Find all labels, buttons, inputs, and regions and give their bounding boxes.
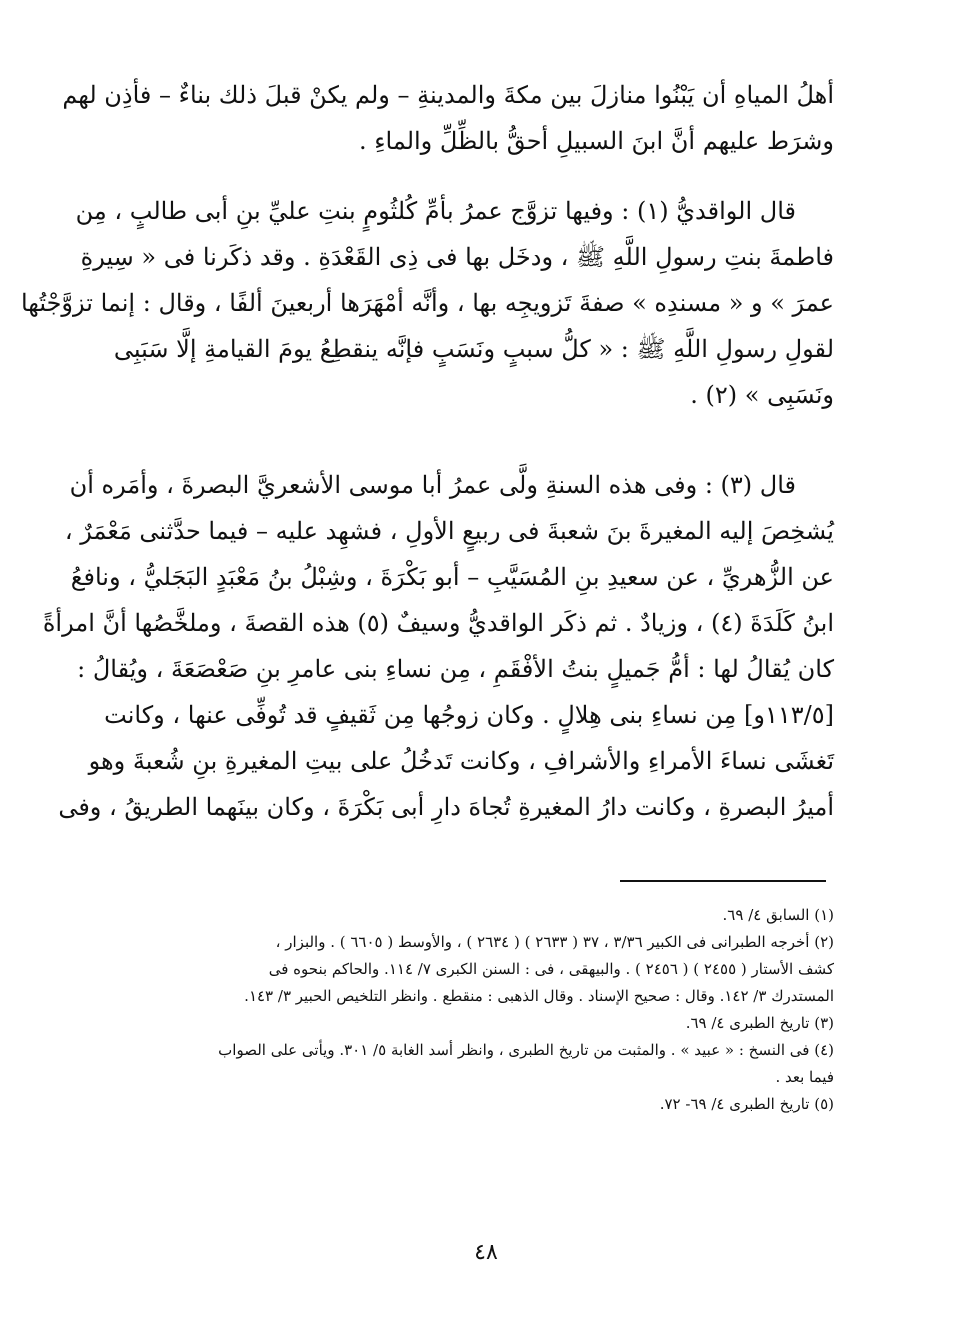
footnote-4 — [112, 1037, 834, 1091]
paragraph-3 — [42, 462, 834, 830]
text-line: عمرَ » و « مسندِه » صفةَ تَزويجِه بها ، وأنَّه أمْهَرَها أربعينَ ألفًا ، وقال : إنما تزوَّجْتُها — [20, 289, 834, 317]
text-line: وشرَط عليهم أنَّ ابنَ السبيلِ أحقُّ بالظِّلِّ والماءِ . — [358, 127, 834, 155]
footnote-line: (٢) أخرجه الطبرانى فى الكبير ٣/٣٦ ، ٣٧ ( ٢٦٣٣ ) ( ٢٦٣٤ ) ، والأوسط ( ٦٦٠٥ ) . والبزار ، — [275, 933, 834, 951]
footnotes — [112, 902, 834, 1118]
footnote-line: كشف الأستار ( ٢٤٥٥ ) ( ٢٤٥٦ ) . والبيهقى ، فى : السنن الكبرى ٧/ ١١٤. والحاكم بنحوه فى — [268, 960, 834, 978]
text-line: ونَسَبِى » (٢) . — [690, 381, 834, 409]
paragraph-1 — [62, 72, 834, 164]
footnote-line: (٣) تاريخ الطبرى ٤/ ٦٩. — [685, 1014, 834, 1032]
text-line: فاطمةَ بنتِ رسولِ اللَّهِ ﷺ ، ودخَل بها فى ذِى القَعْدَةِ . وقد ذكَرنا فى « سِيرةِ — [80, 243, 834, 271]
footnote-line: (١) السابق ٤/ ٦٩. — [722, 906, 834, 924]
footnote-2 — [112, 929, 834, 1010]
text-line: أهلُ المياهِ أن يَبْنُوا منازلَ بين مكةَ والمدينةِ – ولم يكنْ قبلَ ذلك بناءٌ – فأذِن لهم — [62, 81, 834, 109]
text-line: لقولِ رسولِ اللَّهِ ﷺ : « كلُّ سببٍ ونَسَبٍ فإنَّه ينقطِعُ يومَ القيامةِ إلَّا سَبَبِى — [113, 335, 834, 363]
text-line: قال الواقديُّ (١) : وفيها تزوَّج عمرُ بأمِّ كُلثُومٍ بنتِ عليِّ بنِ أبى طالبٍ ، مِن — [75, 197, 796, 225]
footnote-1 — [112, 902, 834, 929]
footnote-3 — [112, 1010, 834, 1037]
footnote-line: (٤) فى النسخ : « عبيد » . والمثبت من تاريخ الطبرى ، وانظر أسد الغابة ٥/ ٣٠١. ويأتى على الصواب — [218, 1041, 834, 1059]
text-line: كان يُقالُ لها : أمُّ جَميلٍ بنتُ الأفْقَمِ ، مِن نساءِ بنى عامرِ بنِ صَعْصَعَةَ ، ويُقالُ : — [77, 655, 834, 683]
text-line: عن الزُّهريِّ ، عن سعيدِ بنِ المُسَيَّبِ – أبو بَكْرَةَ ، وشِبْلُ بنُ مَعْبَدٍ البَجَليُّ ، ونافعُ — [70, 563, 834, 591]
footnote-line: (٥) تاريخ الطبرى ٤/ ٦٩- ٧٢. — [659, 1095, 834, 1113]
footnote-line: المستدرك ٣/ ١٤٢. وقال : صحيح الإسناد . وقال الذهبى : منقطع . وانظر التلخيص الحبير ٣/ ١٤٣. — [244, 987, 834, 1005]
text-line: يُشخِصَ إليه المغيرةَ بنَ شعبةَ فى ربيعٍ الأولِ ، فشهِد عليه – فيما حدَّثنى مَعْمَرٌ ، — [64, 517, 834, 545]
paragraph-2 — [20, 188, 834, 418]
text-line: قال (٣) : وفى هذه السنةِ ولَّى عمرُ أبا موسى الأشعريَّ البصرةَ ، وأمَره أن — [69, 471, 796, 499]
text-line: [١١٣/٥و] مِن نساءِ بنى هِلالٍ . وكان زوجُها مِن ثَقيفٍ قد تُوفِّى عنها ، وكانت — [104, 701, 834, 729]
footnote-5 — [112, 1091, 834, 1118]
text-line: أميرُ البصرةِ ، وكانت دارُ المغيرةِ تُجاهَ دارِ أبى بَكْرَةَ ، وكان بينَهما الطريقُ ، وفى — [58, 793, 834, 821]
text-line: ابنُ كَلَدَةَ (٤) ، وزيادٌ . ثم ذكَر الواقديُّ وسيفٌ (٥) هذه القصةَ ، وملخَّصُها أنَّ امرأةً — [42, 609, 834, 637]
footnote-divider — [620, 880, 826, 882]
page-number: ٤٨ — [474, 1240, 498, 1265]
footnote-line: فيما بعد . — [775, 1068, 834, 1086]
text-line: تَغشَى نساءَ الأمراءِ والأشرافِ ، وكانت تَدخُلُ على بيتِ المغيرةِ بنِ شُعبةَ وهو — [88, 747, 834, 775]
